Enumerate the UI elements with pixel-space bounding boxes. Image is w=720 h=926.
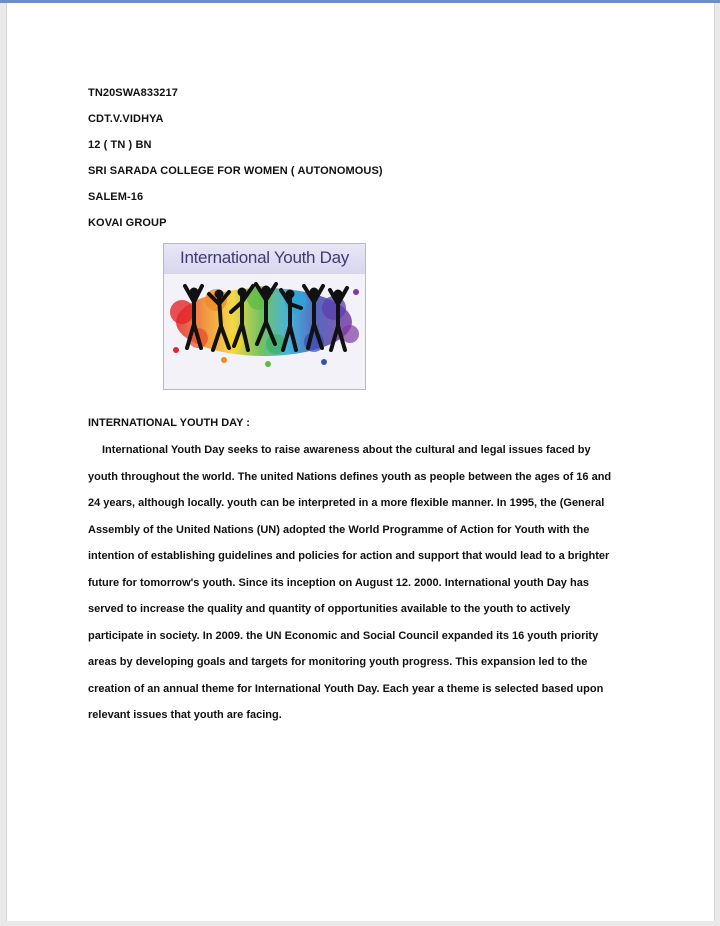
paragraph-line: Assembly of the United Nations (UN) adopted the World Programme of Action for Youth with the <box>88 523 590 536</box>
document-page <box>6 3 715 921</box>
paragraph-line: International Youth Day seeks to raise awareness about the cultural and legal issues faced by <box>102 444 591 456</box>
paragraph-line: creation of an annual theme for International Youth Day. Each year a theme is selected based upon <box>88 682 604 695</box>
youth-day-banner <box>163 243 366 390</box>
paragraph-line: served to increase the quality and quantity of opportunities available to the youth to actively <box>88 603 571 615</box>
paragraph-line: areas by developing goals and targets for monitoring youth progress. This expansion led to the <box>88 656 588 668</box>
dancing-silhouettes-icon <box>164 272 365 389</box>
paragraph-line: relevant issues that youth are facing. <box>88 709 282 721</box>
student-id: TN20SWA833217 <box>88 87 178 99</box>
section-heading: INTERNATIONAL YOUTH DAY : <box>88 417 250 429</box>
paragraph-line: participate in society. In 2009. the UN Economic and Social Council expanded its 16 youth priority <box>88 629 599 642</box>
paragraph-line: intention of establishing guidelines and policies for action and support that would lead to a brighter <box>88 550 610 562</box>
college-name: SRI SARADA COLLEGE FOR WOMEN ( AUTONOMOUS) <box>88 165 383 177</box>
city: SALEM-16 <box>88 191 144 203</box>
group-name: KOVAI GROUP <box>88 217 167 229</box>
body-paragraph <box>88 437 653 729</box>
paragraph-line: future for tomorrow's youth. Since its inception on August 12. 2000. International youth Day has <box>88 576 589 589</box>
banner-title: International Youth Day <box>180 248 349 267</box>
battalion: 12 ( TN ) BN <box>88 139 152 151</box>
paragraph-line: 24 years, although locally. youth can be interpreted in a more flexible manner. In 1995, the (General <box>88 497 605 509</box>
paragraph-line: youth throughout the world. The united Nations defines youth as people between the ages of 16 and <box>88 470 612 483</box>
cadet-name: CDT.V.VIDHYA <box>88 113 164 125</box>
